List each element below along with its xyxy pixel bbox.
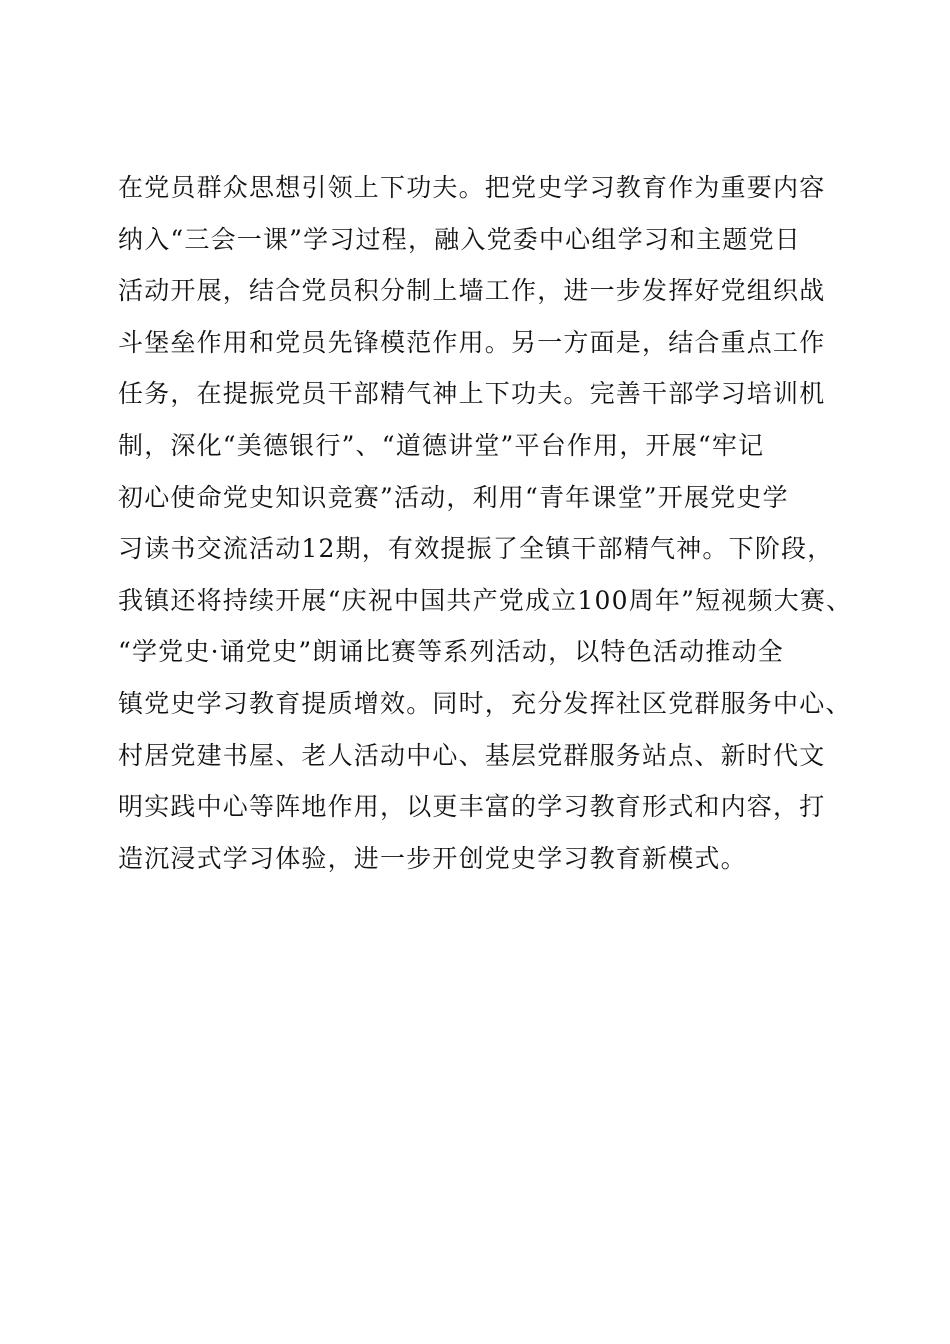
text-line: 明实践中心等阵地作用，以更丰富的学习教育形式和内容，打 — [118, 792, 826, 822]
text-line: 村居党建书屋、老人活动中心、基层党群服务站点、新时代文 — [118, 740, 826, 770]
text-line: 初心使命党史知识竞赛”活动，利用“青年课堂”开展党史学 — [118, 482, 789, 512]
text-line: 在党员群众思想引领上下功夫。把党史学习教育作为重要内容 — [118, 173, 826, 202]
text-line: 我镇还将持续开展“庆祝中国共产党成立100周年”短视频大赛、 — [118, 585, 853, 615]
text-line: 制，深化“美德银行”、“道德讲堂”平台作用，开展“牢记 — [118, 430, 765, 460]
text-line: 斗堡垒作用和党员先锋模范作用。另一方面是，结合重点工作 — [118, 327, 826, 357]
text-line: 镇党史学习教育提质增效。同时，充分发挥社区党群服务中心、 — [118, 688, 852, 718]
text-line: 纳入“三会一课”学习过程，融入党委中心组学习和主题党日 — [118, 224, 801, 254]
body-paragraph — [118, 166, 858, 888]
text-line: 习读书交流活动12期，有效提振了全镇干部精气神。下阶段， — [118, 534, 834, 564]
text-line: 活动开展，结合党员积分制上墙工作，进一步发挥好党组织战 — [118, 276, 826, 306]
text-line: 造沉浸式学习体验，进一步开创党史学习教育新模式。 — [118, 843, 747, 873]
text-line: 任务，在提振党员干部精气神上下功夫。完善干部学习培训机 — [118, 379, 826, 409]
text-line: “学党史·诵党史”朗诵比赛等系列活动，以特色活动推动全 — [118, 637, 784, 667]
